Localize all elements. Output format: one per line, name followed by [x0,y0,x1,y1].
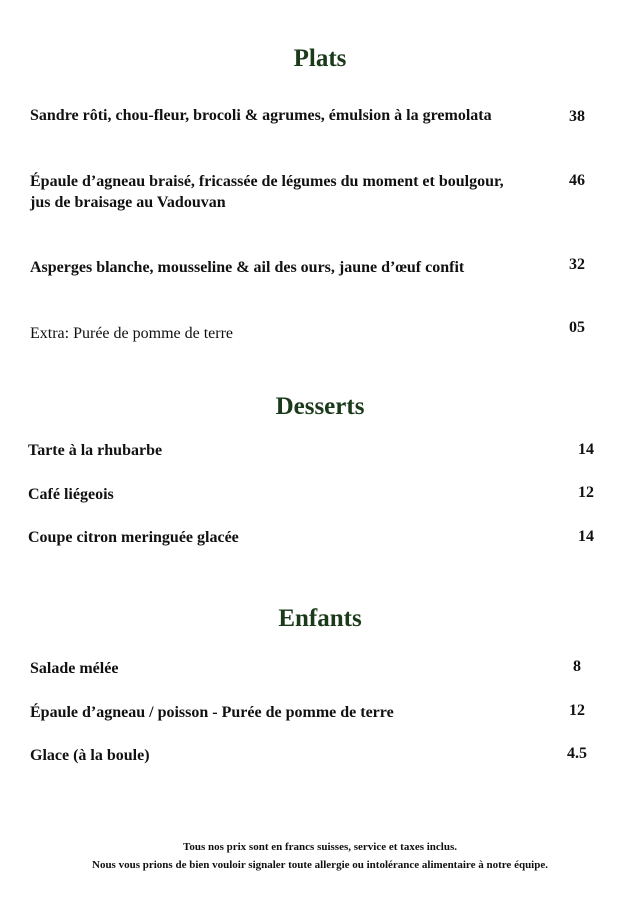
footer-line-allergy: Nous vous prions de bien vouloir signaler toute allergie ou intolérance alimentaire à notre équipe. [92,859,548,871]
menu-item: Épaule d’agneau / poisson - Purée de pomme de terre [30,704,394,721]
menu-item-price: 05 [569,319,585,336]
menu-item-price: 38 [569,108,585,125]
menu-item-price: 32 [569,256,585,273]
menu-item-price: 46 [569,172,585,189]
menu-item: Épaule d’agneau braisé, fricassée de légumes du moment et boulgour, jus de braisage au Vadouvan [30,173,504,211]
menu-item-price: 8 [573,658,581,675]
menu-item: Coupe citron meringuée glacée [28,529,239,546]
menu-item-price: 14 [578,441,594,458]
menu-item-extra: Extra: Purée de pomme de terre [30,325,234,342]
menu-item-price: 14 [578,528,594,545]
menu-item: Tarte à la rhubarbe [28,442,163,459]
section-title-enfants: Enfants [278,605,362,632]
footer-note [0,838,640,874]
menu-item: Salade mélée [30,660,119,677]
section-title-plats: Plats [293,45,347,72]
menu-item-price: 4.5 [567,745,587,762]
menu-item-price: 12 [569,702,585,719]
menu-item: Café liégeois [28,486,114,503]
footer-line-prices: Tous nos prix sont en francs suisses, service et taxes inclus. [183,841,457,853]
menu-item: Asperges blanche, mousseline & ail des ours, jaune d’œuf confit [30,259,465,276]
menu-item: Glace (à la boule) [30,747,150,764]
menu-item-price: 12 [578,484,594,501]
menu-item: Sandre rôti, chou-fleur, brocoli & agrumes, émulsion à la gremolata [30,107,492,124]
section-title-desserts: Desserts [275,393,365,420]
